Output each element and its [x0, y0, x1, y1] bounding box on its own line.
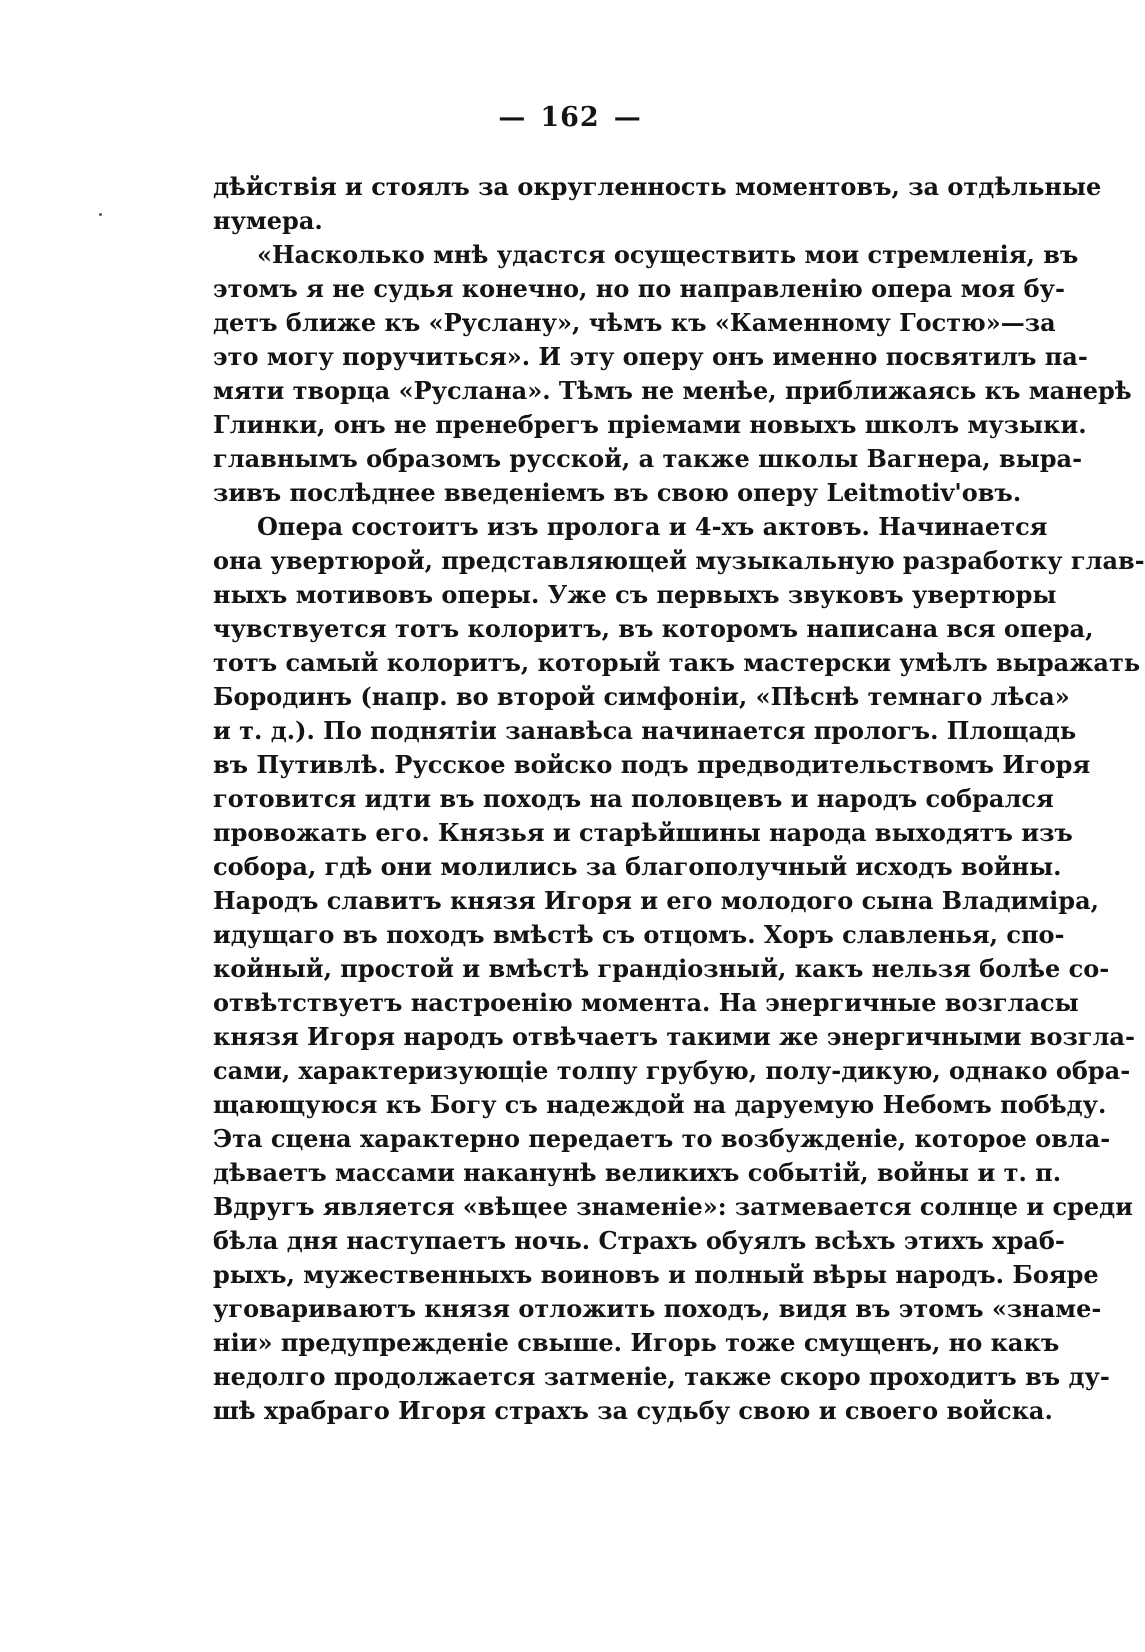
text-line: этомъ я не судья конечно, но по направленію опера моя бу- [213, 274, 1065, 303]
text-line: дѣйствія и стоялъ за округленность моментовъ, за отдѣльные [213, 172, 1102, 201]
text-line: отвѣтствуетъ настроенію момента. На энергичные возгласы [213, 988, 1079, 1017]
text-line: ныхъ мотивовъ оперы. Уже съ первыхъ звуковъ увертюры [213, 580, 1057, 609]
text-line: мяти творца «Руслана». Тѣмъ не менѣе, приближаясь къ манерѣ [213, 376, 1132, 405]
text-line: Эта сцена характерно передаетъ то возбужденіе, которое овла- [213, 1124, 1111, 1153]
paragraph-start-line: «Насколько мнѣ удастся осуществить мои стремленія, въ [257, 240, 1079, 269]
text-line: бѣла дня наступаетъ ночь. Страхъ обуялъ всѣхъ этихъ храб- [213, 1226, 1065, 1255]
margin-speck [99, 213, 102, 216]
text-line: Народъ славитъ князя Игоря и его молодого сына Владиміра, [213, 886, 1099, 915]
text-line: это могу поручиться». И эту оперу онъ именно посвятилъ па- [213, 342, 1088, 371]
text-line: ніи» предупрежденіе свыше. Игорь тоже смущенъ, но какъ [213, 1328, 1060, 1357]
text-line: идущаго въ походъ вмѣстѣ съ отцомъ. Хоръ славленья, спо- [213, 920, 1065, 949]
text-line: чувствуется тотъ колоритъ, въ которомъ написана вся опера, [213, 614, 1094, 643]
text-line: въ Путивлѣ. Русское войско подъ предводительствомъ Игоря [213, 750, 1091, 779]
text-line: тотъ самый колоритъ, который такъ мастерски умѣлъ выражать [213, 648, 1141, 677]
text-line: детъ ближе къ «Руслану», чѣмъ къ «Каменному Гостю»—за [213, 308, 1056, 337]
paragraph-start-line: Опера состоитъ изъ пролога и 4-хъ актовъ. Начинается [257, 512, 1048, 541]
body-text [213, 170, 1145, 1428]
text-line: Вдругъ является «вѣщее знаменіе»: затмевается солнце и среди [213, 1192, 1133, 1221]
text-line: собора, гдѣ они молились за благополучный исходъ войны. [213, 852, 1062, 881]
text-line: щающуюся къ Богу съ надеждой на даруемую Небомъ побѣду. [213, 1090, 1107, 1119]
page-number [0, 102, 1140, 133]
text-line: койный, простой и вмѣстѣ грандіозный, какъ нельзя болѣе со- [213, 954, 1110, 983]
page-number-dash-right: — [613, 102, 642, 133]
text-line: провожать его. Князья и старѣйшины народа выходятъ изъ [213, 818, 1073, 847]
page-number-dash-left: — [498, 102, 527, 133]
page-number-value: 162 [540, 102, 600, 133]
text-line: зивъ послѣднее введеніемъ въ свою оперу Leitmotiv'овъ. [213, 478, 1022, 507]
text-line: недолго продолжается затменіе, также скоро проходитъ въ ду- [213, 1362, 1110, 1391]
text-line: сами, характеризующіе толпу грубую, полу-дикую, однако обра- [213, 1056, 1131, 1085]
text-line: дѣваетъ массами наканунѣ великихъ событій, войны и т. п. [213, 1158, 1062, 1187]
text-line: рыхъ, мужественныхъ воиновъ и полный вѣры народъ. Бояре [213, 1260, 1099, 1289]
text-line: князя Игоря народъ отвѣчаетъ такими же энергичными возгла- [213, 1022, 1135, 1051]
text-line: она увертюрой, представляющей музыкальную разработку глав- [213, 546, 1145, 575]
text-line: Глинки, онъ не пренебрегъ пріемами новыхъ школъ музыки. [213, 410, 1087, 439]
text-line: главнымъ образомъ русской, а также школы Вагнера, выра- [213, 444, 1083, 473]
text-line: шѣ храбраго Игоря страхъ за судьбу свою и своего войска. [213, 1396, 1053, 1425]
text-line: готовится идти въ походъ на половцевъ и народъ собрался [213, 784, 1054, 813]
text-line: и т. д.). По поднятіи занавѣса начинается прологъ. Площадь [213, 716, 1077, 745]
text-line: нумера. [213, 206, 323, 235]
text-line: Бородинъ (напр. во второй симфоніи, «Пѣснѣ темнаго лѣса» [213, 682, 1070, 711]
text-line: уговариваютъ князя отложить походъ, видя въ этомъ «знаме- [213, 1294, 1102, 1323]
